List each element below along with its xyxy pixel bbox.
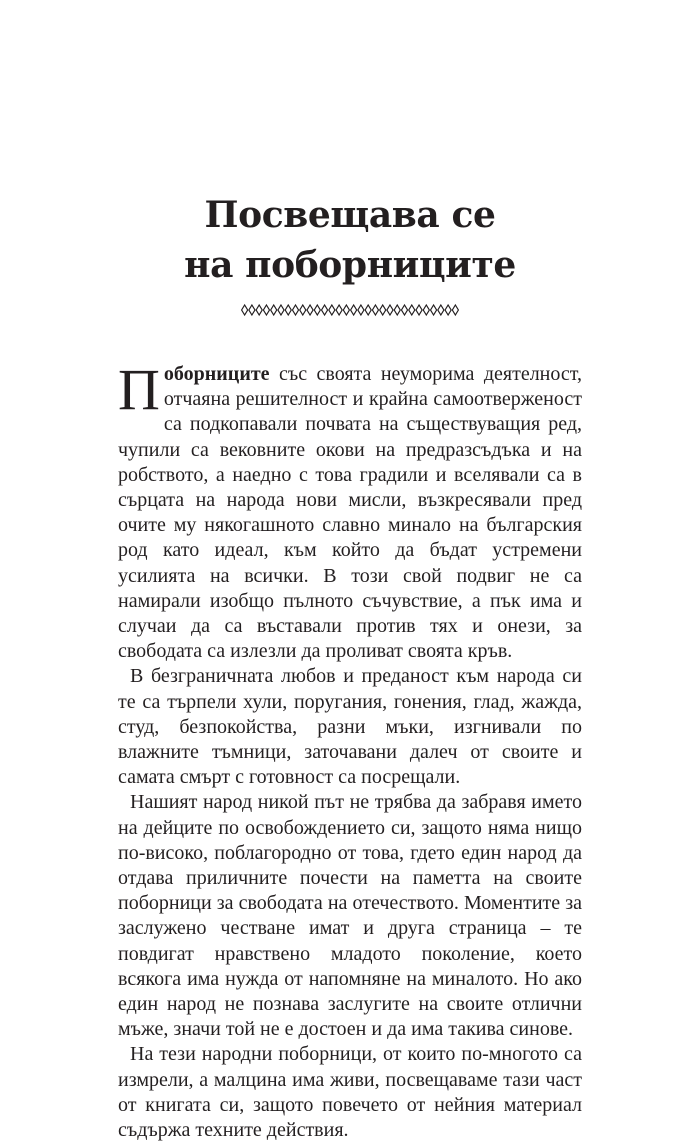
ornament-diamond	[423, 305, 429, 315]
ornament-diamond	[271, 305, 277, 315]
ornament-diamond	[358, 305, 364, 315]
ornament-diamond	[329, 305, 335, 315]
paragraph-3: Нашият народ никой път не трябва да забравя името на дейците по освобождението си, защото няма нищо по-високо, поблагородно от това, гдето един народ да отдава приличните почести на паметта на своите поборници за свободата на отечеството. Моментите за заслужено честване имат и друга страница – те повдигат нравствено младото поколение, което всякога има нужда от напомняне на миналото. Но ако един народ не познава заслугите на своите отлични мъже, значи той не е достоен и да има такива синове.	[118, 791, 582, 1041]
ornament-diamond	[307, 305, 313, 315]
ornament-diamond	[242, 305, 248, 315]
ornament-diamond	[438, 305, 444, 315]
title-line-2: на поборниците	[184, 244, 516, 286]
ornament-diamond	[322, 305, 328, 315]
ornament-diamond	[394, 305, 400, 315]
ornament-diamond	[372, 305, 378, 315]
ornament-diamond	[416, 305, 422, 315]
ornament-diamond	[300, 305, 306, 315]
ornament-diamond	[292, 305, 298, 315]
ornament-diamond	[387, 305, 393, 315]
ornament-diamond	[336, 305, 342, 315]
ornament-diamond	[445, 305, 451, 315]
ornament-diamond	[452, 305, 458, 315]
ornament-diamond	[409, 305, 415, 315]
paragraph-2: В безграничната любов и преданост към народа си те са търпели хули, поругания, гонения, глад, жажда, студ, безпокойства, разни мъки, изгнивали по влажните тъмници, заточавани далеч от своите и самата смърт с готовност са посрещали.	[118, 665, 582, 789]
title-line-1: Посвещава се	[204, 194, 496, 236]
ornament-diamond	[343, 305, 349, 315]
paragraph-1	[118, 357, 582, 664]
paragraph-4: На тези народни поборници, от които по-многото са измрели, а малцина има живи, посвещаваме тази част от книгата си, защото повечето от нейния материал съдържа техните действия.	[118, 1043, 582, 1142]
diamond-chain-ornament-icon	[241, 302, 459, 318]
ornament-diamond	[263, 305, 269, 315]
ornament-diamond	[351, 305, 357, 315]
lead-word: оборниците	[163, 363, 270, 385]
ornament-diamond	[380, 305, 386, 315]
ornament-diamond	[285, 305, 291, 315]
paragraph-1-text: със своята неуморима деятелност, отчаяна решителност и крайна самоотверженост са подкопавали почвата на съществуващия ред, чупили са вековните окови на предразсъдъка и на робството, а наедно с това градили и вселявали са в сърцата на народа нови мисли, възкресявали пред очите му някогашното славно минало на българския род като идеал, към който да бъдат устремени усилията на всички. В този свой подвиг не са намирали изобщо пълното съчувствие, а пък има и случаи да са въставали против тях и онези, за свободата са излезли да проливат своята кръв.	[118, 363, 582, 663]
ornament-diamond	[401, 305, 407, 315]
drop-cap: П	[118, 357, 160, 422]
ornament-diamond	[278, 305, 284, 315]
ornament-diamond	[431, 305, 437, 315]
ornament-diamond	[365, 305, 371, 315]
dedication-body	[118, 357, 582, 1143]
ornament-diamond	[249, 305, 255, 315]
ornament-diamond	[256, 305, 262, 315]
ornament-diamond	[314, 305, 320, 315]
dedication-title	[0, 190, 700, 290]
